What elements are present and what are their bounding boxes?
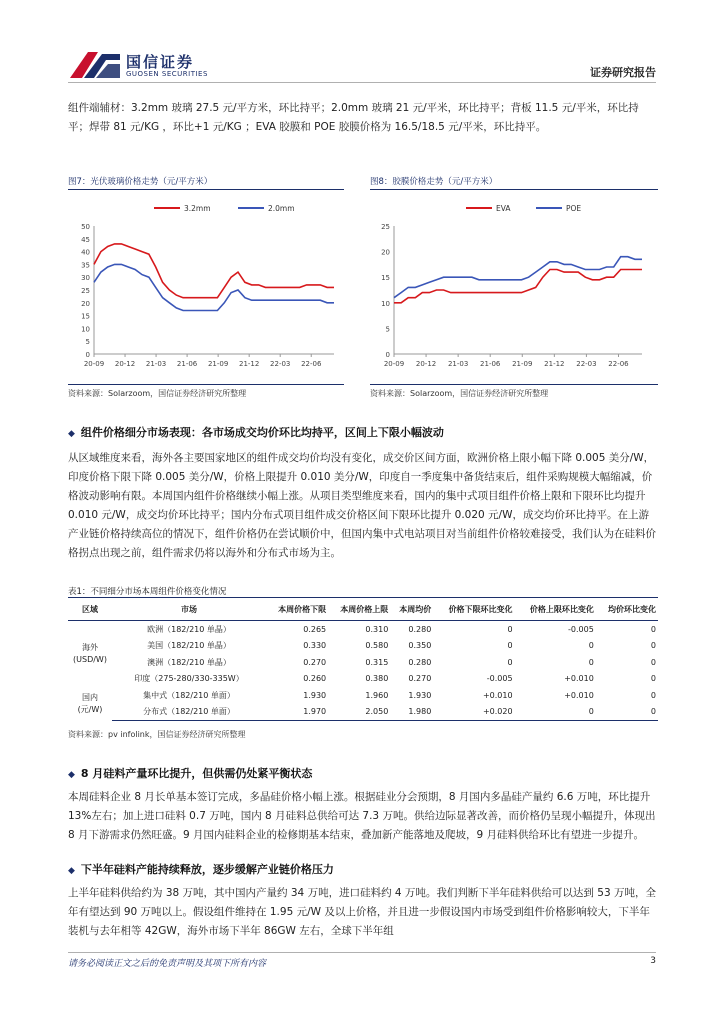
market-cell: 集中式（182/210 单面） — [143, 690, 235, 700]
table-cell: +0.020 — [433, 704, 514, 721]
table-cell: 0.270 — [408, 674, 432, 684]
x-tick-label: 21-06 — [480, 360, 501, 368]
table-cell: 0.315 — [365, 657, 389, 667]
section1-body: 从区域维度来看，海外各主要国家地区的组件成交均价均没有变化，成交价区间方面，欧洲价格上限小幅下降 0.005 美分/W，印度价格下限下降 0.005 美分/W，价格上限提升 0.010 美分/W，印度自一季度集中备货结束后，组件采购规模大幅缩减，价格波动影响有限。本周国内组件价格继续小幅上涨。从项目类型维度来看，国内的集中式项目组件价格上限和下限环比均提升 0.010 元/W，成交均价环比持平；国内分布式项目组件成交价格区间下限环比提升 0.020 元/W，成交均价环比持平。在上游产业链价格持续高位的情况下，组件价格仍在尝试顺价中，但国内集中式电站项目对当前组件价格较难接受，我们认为在硅料价格拐点出现之前，组件需求仍将以海外和分布式市场为主。 — [68, 452, 656, 559]
table-cell: 1.960 — [365, 690, 389, 700]
y-tick-label: 45 — [81, 235, 90, 244]
section2-body: 本周硅料企业 8 月长单基本签订完成，多晶硅价格小幅上涨。根据硅业分会预期，8 月国内多晶硅产量约 6.6 万吨，环比提升 13%左右；加上进口硅料 0.7 万吨，国内 8 月硅料总供给可达 7.3 万吨。供给边际显著改善，而价格仍呈现小幅提升，体现出 8 月下游需求仍然旺盛。9 月国内硅料企业的检修期基本结束，叠加新产能落地及爬坡，9 月硅料供给环比有望进一步提升。 — [68, 791, 656, 841]
region-unit: (元/W) — [77, 704, 103, 714]
table-header-row — [68, 598, 658, 621]
table-cell: +0.010 — [564, 690, 594, 700]
table-cell: 1.980 — [390, 704, 433, 721]
x-tick-label: 22-03 — [576, 360, 597, 368]
x-tick-label: 21-06 — [176, 360, 198, 368]
x-tick-label: 20-12 — [114, 360, 136, 368]
region-cell — [68, 621, 112, 688]
region-name: 海外 — [82, 643, 98, 652]
table-cell: 2.050 — [328, 704, 390, 721]
table-header-cell: 市场 — [112, 598, 266, 621]
diamond-bullet-icon: ◆ — [68, 770, 75, 780]
y-tick-label: 0 — [385, 351, 390, 359]
y-tick-label: 40 — [81, 248, 90, 257]
diamond-bullet-icon: ◆ — [68, 866, 75, 876]
report-type: 证券研究报告 — [590, 66, 656, 79]
table-row — [68, 654, 658, 671]
table-header-cell: 区域 — [68, 598, 112, 621]
table-cell: 0 — [588, 641, 594, 651]
section3-body: 上半年硅料供给约为 38 万吨，其中国内产量约 34 万吨，进口硅料约 4 万吨。我们判断下半年硅料供给可以达到 53 万吨，全年有望达到 90 万吨以上。假设组件维持在 1.95 元/W 及以上价格，并且进一步假设国内市场受到组件价格影响较大，下半年装机与去年相等 42GW，海外市场下半年 86GW 左右，全球下半年组 — [68, 887, 656, 937]
table-header-cell: 本周价格下限 — [266, 598, 328, 621]
section2-title — [68, 765, 312, 781]
table-cell: 0 — [650, 657, 656, 667]
header-divider — [68, 82, 656, 83]
table-header-cell: 均价环比变化 — [596, 598, 658, 621]
x-tick-label: 21-09 — [512, 360, 533, 368]
y-tick-label: 5 — [385, 325, 390, 334]
logo-mark-icon — [68, 48, 122, 82]
legend-label: POE — [566, 204, 582, 213]
x-tick-label: 22-06 — [301, 360, 322, 368]
table-cell: 1.930 — [408, 690, 432, 700]
figure7-chart — [68, 192, 344, 372]
figure7-title-rule — [68, 189, 344, 190]
table-cell: 0.310 — [365, 624, 389, 634]
market-cell: 印度（275-280/330-335W） — [134, 674, 244, 684]
table-row — [68, 638, 658, 655]
table-cell: 0.280 — [408, 657, 432, 667]
table-cell: 0.330 — [303, 641, 327, 651]
market-cell: 美国（182/210 单晶） — [147, 641, 231, 651]
page-number: 3 — [650, 956, 656, 966]
y-tick-label: 10 — [381, 299, 390, 308]
table-cell: 0.270 — [303, 657, 327, 667]
legend-label: 3.2mm — [184, 204, 211, 213]
x-tick-label: 22-06 — [608, 360, 629, 368]
region-unit: (USD/W) — [73, 655, 107, 664]
table-cell: 0 — [507, 624, 513, 634]
x-tick-label: 21-12 — [544, 360, 565, 368]
table-cell: 0.265 — [303, 624, 327, 634]
table1-source: 资料来源：pv infolink，国信证券经济研究所整理 — [68, 730, 246, 739]
table-cell: 0.580 — [365, 641, 389, 651]
legend-label: EVA — [496, 204, 511, 213]
y-tick-label: 25 — [381, 223, 390, 231]
x-tick-label: 20-09 — [383, 360, 405, 368]
x-tick-label: 21-09 — [207, 360, 229, 368]
footer-divider — [68, 952, 656, 953]
y-tick-label: 5 — [85, 338, 90, 347]
y-tick-label: 30 — [81, 274, 90, 283]
y-tick-label: 10 — [81, 325, 90, 334]
table-row — [68, 687, 658, 704]
legend-label: 2.0mm — [268, 204, 295, 213]
region-name: 国内 — [82, 692, 98, 702]
table-cell: 1.930 — [303, 690, 327, 700]
market-cell: 分布式（182/210 单面） — [112, 704, 266, 721]
table1-title: 表1：不同细分市场本周组件价格变化情况 — [68, 587, 227, 597]
x-tick-label: 20-09 — [83, 360, 105, 368]
series-line-EVA — [394, 270, 642, 303]
table-cell: 0 — [507, 657, 513, 667]
guosen-logo — [68, 48, 122, 86]
table-header-cell: 价格下限环比变化 — [433, 598, 514, 621]
figure8-bottom-rule — [370, 384, 658, 385]
y-tick-label: 20 — [81, 299, 90, 308]
y-tick-label: 15 — [381, 274, 390, 283]
y-tick-label: 35 — [81, 261, 90, 270]
figure7-bottom-rule — [68, 384, 344, 385]
table-row — [68, 621, 658, 638]
intro-paragraph: 组件端辅材：3.2mm 玻璃 27.5 元/平方米，环比持平；2.0mm 玻璃 21 元/平米，环比持平；背板 11.5 元/平米，环比持平；焊带 81 元/KG ，环比+1 元/KG ；EVA 胶膜和 POE 胶膜价格为 16.5/18.5 元/平米，环比持平。 — [68, 102, 639, 133]
table-cell: 0 — [650, 674, 656, 684]
x-tick-label: 21-03 — [447, 360, 469, 368]
figure7-title: 图7：光伏玻璃价格走势（元/平方米） — [68, 177, 213, 187]
table-cell: 0.260 — [303, 674, 327, 684]
table-cell: 0.350 — [408, 641, 432, 651]
table-cell: 0 — [515, 704, 596, 721]
table-header-cell: 价格上限环比变化 — [515, 598, 596, 621]
section3-title-text: 下半年硅料产能持续释放，逐步缓解产业链价格压力 — [80, 863, 334, 876]
table-cell: 1.970 — [266, 704, 328, 721]
figure8-title: 图8：胶膜价格走势（元/平方米） — [370, 177, 498, 187]
table-cell: 0.280 — [408, 624, 432, 634]
logo-text-en: GUOSEN SECURITIES — [126, 70, 208, 78]
series-line-3.2mm — [94, 244, 334, 298]
y-tick-label: 0 — [85, 351, 90, 359]
logo-text-cn: 国信证券 — [126, 53, 195, 71]
market-cell: 欧洲（182/210 单晶） — [147, 624, 231, 634]
y-tick-label: 20 — [381, 248, 390, 257]
figure8-title-rule — [370, 189, 658, 190]
table-cell: 0.380 — [365, 674, 389, 684]
section3-title — [68, 861, 334, 877]
x-tick-label: 21-03 — [145, 360, 167, 368]
section1-title-text: 组件价格细分市场表现：各市场成交均价环比均持平，区间上下限小幅波动 — [80, 426, 444, 439]
figure7-source: 资料来源：Solarzoom，国信证券经济研究所整理 — [68, 389, 247, 398]
table-cell: 0 — [588, 657, 594, 667]
table-row — [68, 704, 658, 721]
table-cell: 0 — [507, 641, 513, 651]
section2-title-text: 8 月硅料产量环比提升，但供需仍处紧平衡状态 — [80, 767, 313, 780]
table-header-cell: 本周价格上限 — [328, 598, 390, 621]
market-cell: 澳洲（182/210 单晶） — [147, 657, 231, 667]
table-cell: 0 — [650, 690, 656, 700]
table-cell: -0.005 — [486, 674, 513, 684]
table-cell: 0 — [596, 704, 658, 721]
table-cell: -0.005 — [568, 624, 594, 634]
x-tick-label: 22-03 — [270, 360, 291, 368]
y-tick-label: 50 — [81, 223, 90, 231]
footer-disclaimer: 请务必阅读正文之后的免责声明及其项下所有内容 — [68, 959, 267, 969]
table-cell: +0.010 — [482, 690, 513, 700]
table-cell: 0 — [650, 641, 656, 651]
figure8-source: 资料来源：Solarzoom，国信证券经济研究所整理 — [370, 389, 549, 398]
table-cell: 0 — [650, 624, 656, 634]
y-tick-label: 15 — [81, 312, 90, 321]
diamond-bullet-icon: ◆ — [68, 429, 75, 439]
region-cell — [68, 687, 112, 721]
x-tick-label: 20-12 — [415, 360, 437, 368]
y-tick-label: 25 — [81, 287, 90, 295]
figure8-chart — [370, 192, 658, 372]
table-row — [68, 671, 658, 688]
x-tick-label: 21-12 — [239, 360, 260, 368]
table-header-cell: 本周均价 — [390, 598, 433, 621]
table1 — [68, 597, 658, 721]
section1-title — [68, 424, 444, 440]
table-cell: +0.010 — [564, 674, 594, 684]
